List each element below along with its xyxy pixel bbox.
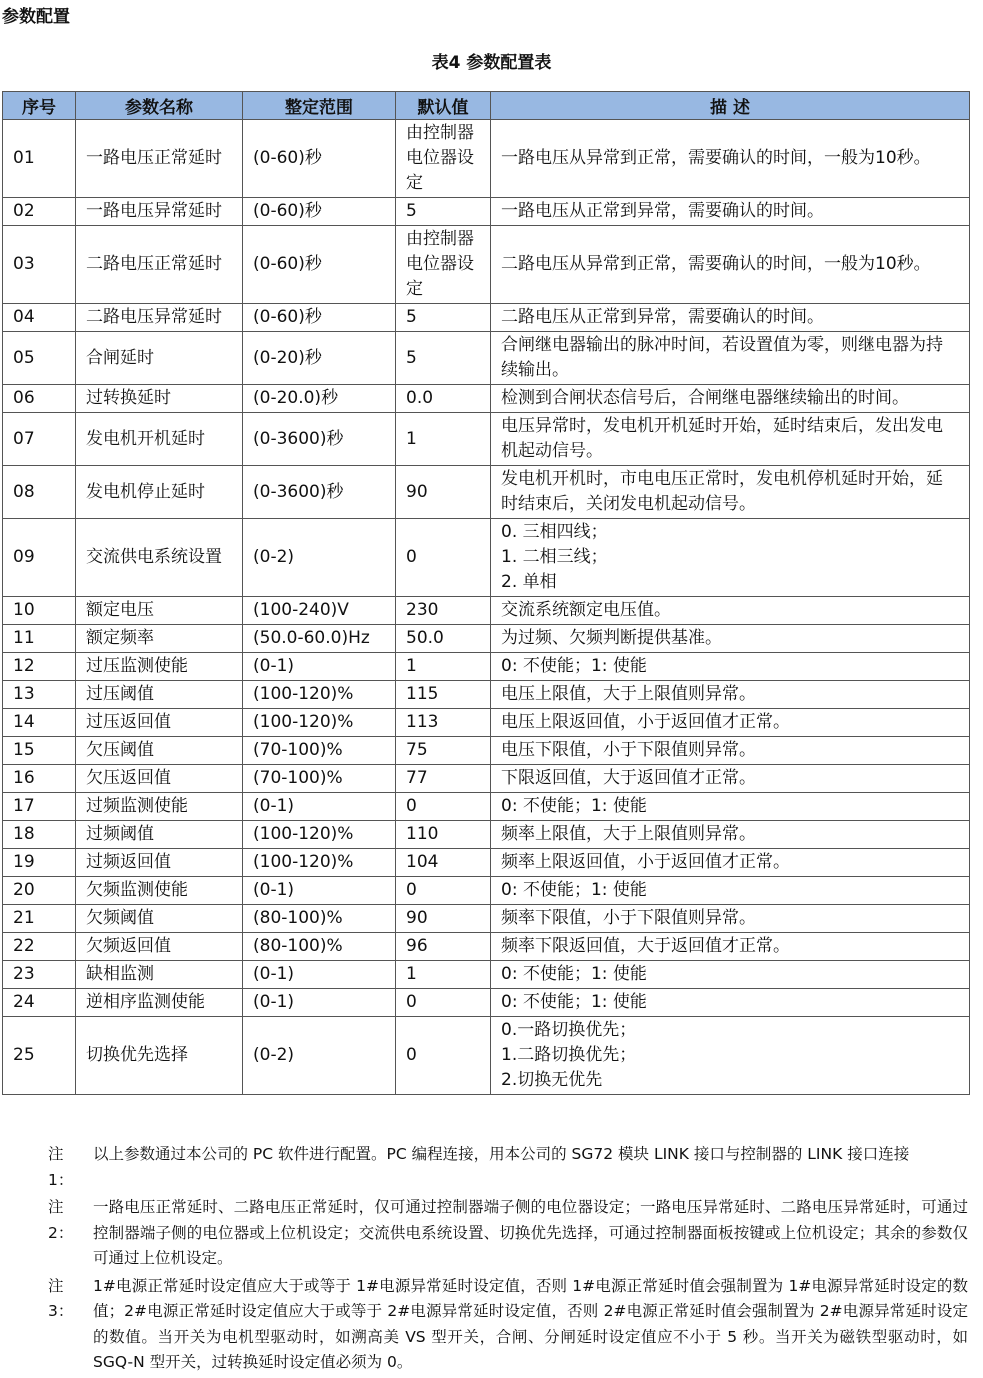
cell-default: 5: [396, 332, 491, 385]
cell-no: 14: [3, 709, 76, 737]
cell-desc: 0: 不使能；1: 使能: [491, 961, 970, 989]
note-text: 1#电源正常延时设定值应大于或等于 1#电源异常延时设定值，否则 1#电源正常延时值会强制置为 1#电源异常延时设定的数值；2#电源正常延时设定值应大于或等于 2#电源异常延时设定值，否则 2#电源正常延时值会强制置为 2#电源异常延时设定的数值。当开关为电机型驱动时，如溯高美 VS 型开关，合闸、分闸延时设定值应不小于 5 秒。当开关为磁铁型驱动时，如 SGQ-N 型开关，过转换延时设定值必须为 0。: [93, 1276, 969, 1371]
table-row: [3, 961, 970, 989]
cell-default: 77: [396, 765, 491, 793]
cell-desc: 检测到合闸状态信号后，合闸继电器继续输出的时间。: [491, 385, 970, 413]
cell-name: 发电机停止延时: [76, 466, 243, 519]
note-label: 注 1：: [48, 1145, 74, 1189]
cell-range: (0-60)秒: [243, 304, 396, 332]
cell-default: 50.0: [396, 625, 491, 653]
cell-default: 90: [396, 466, 491, 519]
cell-range: (0-60)秒: [243, 198, 396, 226]
table-row: [3, 933, 970, 961]
cell-range: (100-120)%: [243, 709, 396, 737]
cell-default: 0: [396, 1017, 491, 1095]
cell-default: 5: [396, 304, 491, 332]
cell-default: 110: [396, 821, 491, 849]
cell-no: 19: [3, 849, 76, 877]
cell-name: 过频监测使能: [76, 793, 243, 821]
cell-range: (0-2): [243, 1017, 396, 1095]
cell-name: 过压监测使能: [76, 653, 243, 681]
cell-default: 1: [396, 653, 491, 681]
cell-range: (100-120)%: [243, 821, 396, 849]
cell-desc: 一路电压从异常到正常，需要确认的时间，一般为10秒。: [491, 120, 970, 198]
cell-default: 0: [396, 519, 491, 597]
cell-no: 03: [3, 226, 76, 304]
cell-name: 欠压返回值: [76, 765, 243, 793]
cell-desc: 电压下限值，小于下限值则异常。: [491, 737, 970, 765]
cell-desc: 电压异常时，发电机开机延时开始，延时结束后，发出发电机起动信号。: [491, 413, 970, 466]
cell-no: 02: [3, 198, 76, 226]
cell-name: 过压返回值: [76, 709, 243, 737]
cell-no: 22: [3, 933, 76, 961]
cell-no: 24: [3, 989, 76, 1017]
table-row: [3, 709, 970, 737]
cell-name: 过压阈值: [76, 681, 243, 709]
cell-default: 115: [396, 681, 491, 709]
cell-name: 合闸延时: [76, 332, 243, 385]
cell-name: 欠频监测使能: [76, 877, 243, 905]
cell-default: 96: [396, 933, 491, 961]
cell-range: (100-120)%: [243, 681, 396, 709]
table-row: [3, 821, 970, 849]
table-row: [3, 226, 970, 304]
cell-range: (0-2): [243, 519, 396, 597]
cell-name: 额定电压: [76, 597, 243, 625]
cell-name: 二路电压异常延时: [76, 304, 243, 332]
cell-desc: 电压上限值，大于上限值则异常。: [491, 681, 970, 709]
table-row: [3, 877, 970, 905]
note-text: 以上参数通过本公司的 PC 软件进行配置。PC 编程连接，用本公司的 SG72 模块 LINK 接口与控制器的 LINK 接口连接: [93, 1145, 910, 1163]
header-name: 参数名称: [76, 92, 243, 120]
cell-range: (70-100)%: [243, 765, 396, 793]
cell-no: 12: [3, 653, 76, 681]
table-row: [3, 849, 970, 877]
cell-name: 一路电压异常延时: [76, 198, 243, 226]
note-label: 注 2：: [48, 1198, 74, 1242]
note-1: [48, 1142, 968, 1193]
table-body: [3, 120, 970, 1095]
cell-range: (0-1): [243, 877, 396, 905]
section-title: 参数配置: [2, 7, 70, 27]
cell-name: 过频阈值: [76, 821, 243, 849]
cell-default: 104: [396, 849, 491, 877]
cell-range: (50.0-60.0)Hz: [243, 625, 396, 653]
cell-default: 0.0: [396, 385, 491, 413]
cell-no: 08: [3, 466, 76, 519]
cell-no: 07: [3, 413, 76, 466]
note-3: [48, 1274, 968, 1376]
cell-name: 发电机开机延时: [76, 413, 243, 466]
header-default: 默认值: [396, 92, 491, 120]
cell-default: 1: [396, 413, 491, 466]
cell-desc: 合闸继电器输出的脉冲时间，若设置值为零，则继电器为持续输出。: [491, 332, 970, 385]
cell-desc: 频率上限值，大于上限值则异常。: [491, 821, 970, 849]
cell-desc: 0: 不使能；1: 使能: [491, 877, 970, 905]
cell-desc: 为过频、欠频判断提供基准。: [491, 625, 970, 653]
cell-range: (100-240)V: [243, 597, 396, 625]
table-row: [3, 653, 970, 681]
cell-no: 16: [3, 765, 76, 793]
table-row: [3, 385, 970, 413]
cell-no: 09: [3, 519, 76, 597]
header-range: 整定范围: [243, 92, 396, 120]
cell-name: 额定频率: [76, 625, 243, 653]
parameter-table: [2, 91, 970, 1095]
table-row: [3, 681, 970, 709]
cell-default: 75: [396, 737, 491, 765]
cell-name: 过转换延时: [76, 385, 243, 413]
table-row: [3, 989, 970, 1017]
cell-desc: 二路电压从正常到异常，需要确认的时间。: [491, 304, 970, 332]
table-row: [3, 597, 970, 625]
table-caption: 表4 参数配置表: [431, 53, 552, 73]
cell-range: (0-3600)秒: [243, 466, 396, 519]
cell-range: (80-100)%: [243, 905, 396, 933]
cell-range: (0-1): [243, 961, 396, 989]
cell-desc: 二路电压从异常到正常，需要确认的时间，一般为10秒。: [491, 226, 970, 304]
cell-no: 04: [3, 304, 76, 332]
cell-range: (0-3600)秒: [243, 413, 396, 466]
note-text: 一路电压正常延时、二路电压正常延时，仅可通过控制器端子侧的电位器设定；一路电压异常延时、二路电压异常延时，可通过控制器端子侧的电位器或上位机设定；交流供电系统设置、切换优先选择，可通过控制器面板按键或上位机设定；其余的参数仅可通过上位机设定。: [93, 1198, 968, 1267]
cell-desc: 0: 不使能；1: 使能: [491, 989, 970, 1017]
cell-no: 05: [3, 332, 76, 385]
cell-name: 逆相序监测使能: [76, 989, 243, 1017]
cell-range: (100-120)%: [243, 849, 396, 877]
cell-name: 欠频阈值: [76, 905, 243, 933]
header-desc: 描 述: [491, 92, 970, 120]
cell-no: 20: [3, 877, 76, 905]
cell-default: 90: [396, 905, 491, 933]
cell-range: (0-60)秒: [243, 226, 396, 304]
cell-default: 1: [396, 961, 491, 989]
table-row: [3, 519, 970, 597]
cell-no: 01: [3, 120, 76, 198]
cell-no: 06: [3, 385, 76, 413]
cell-no: 10: [3, 597, 76, 625]
cell-no: 21: [3, 905, 76, 933]
cell-desc: 0. 三相四线； 1. 二相三线； 2. 单相: [491, 519, 970, 597]
cell-desc: 频率上限返回值，小于返回值才正常。: [491, 849, 970, 877]
cell-name: 二路电压正常延时: [76, 226, 243, 304]
cell-range: (0-1): [243, 989, 396, 1017]
cell-desc: 下限返回值，大于返回值才正常。: [491, 765, 970, 793]
cell-name: 欠压阈值: [76, 737, 243, 765]
notes: [48, 1142, 968, 1378]
cell-range: (80-100)%: [243, 933, 396, 961]
table-row: [3, 304, 970, 332]
cell-default: 5: [396, 198, 491, 226]
cell-default: 113: [396, 709, 491, 737]
note-label: 注 3：: [48, 1276, 74, 1320]
cell-desc: 一路电压从正常到异常，需要确认的时间。: [491, 198, 970, 226]
cell-desc: 发电机开机时，市电电压正常时，发电机停机延时开始，延时结束后，关闭发电机起动信号。: [491, 466, 970, 519]
cell-desc: 电压上限返回值，小于返回值才正常。: [491, 709, 970, 737]
table-row: [3, 120, 970, 198]
table-row: [3, 466, 970, 519]
cell-desc: 0.一路切换优先； 1.二路切换优先； 2.切换无优先: [491, 1017, 970, 1095]
cell-name: 缺相监测: [76, 961, 243, 989]
cell-no: 11: [3, 625, 76, 653]
cell-default: 0: [396, 877, 491, 905]
cell-name: 切换优先选择: [76, 1017, 243, 1095]
header-no: 序号: [3, 92, 76, 120]
table-row: [3, 905, 970, 933]
note-2: [48, 1195, 968, 1272]
table-row: [3, 793, 970, 821]
table-row: [3, 765, 970, 793]
cell-desc: 频率下限值，小于下限值则异常。: [491, 905, 970, 933]
cell-range: (70-100)%: [243, 737, 396, 765]
cell-default: 由控制器电位器设定: [396, 120, 491, 198]
cell-default: 由控制器电位器设定: [396, 226, 491, 304]
cell-no: 25: [3, 1017, 76, 1095]
table-row: [3, 1017, 970, 1095]
cell-no: 13: [3, 681, 76, 709]
cell-no: 23: [3, 961, 76, 989]
cell-no: 15: [3, 737, 76, 765]
cell-no: 17: [3, 793, 76, 821]
cell-range: (0-1): [243, 793, 396, 821]
cell-default: 230: [396, 597, 491, 625]
table-row: [3, 198, 970, 226]
cell-desc: 频率下限返回值，大于返回值才正常。: [491, 933, 970, 961]
cell-desc: 0: 不使能；1: 使能: [491, 793, 970, 821]
cell-name: 一路电压正常延时: [76, 120, 243, 198]
table-header-row: [3, 92, 970, 120]
table-row: [3, 332, 970, 385]
table-row: [3, 737, 970, 765]
cell-name: 欠频返回值: [76, 933, 243, 961]
cell-name: 交流供电系统设置: [76, 519, 243, 597]
cell-desc: 0: 不使能；1: 使能: [491, 653, 970, 681]
table-row: [3, 625, 970, 653]
cell-no: 18: [3, 821, 76, 849]
cell-range: (0-20.0)秒: [243, 385, 396, 413]
cell-range: (0-1): [243, 653, 396, 681]
cell-default: 0: [396, 793, 491, 821]
cell-name: 过频返回值: [76, 849, 243, 877]
cell-desc: 交流系统额定电压值。: [491, 597, 970, 625]
cell-range: (0-20)秒: [243, 332, 396, 385]
cell-range: (0-60)秒: [243, 120, 396, 198]
cell-default: 0: [396, 989, 491, 1017]
table-row: [3, 413, 970, 466]
